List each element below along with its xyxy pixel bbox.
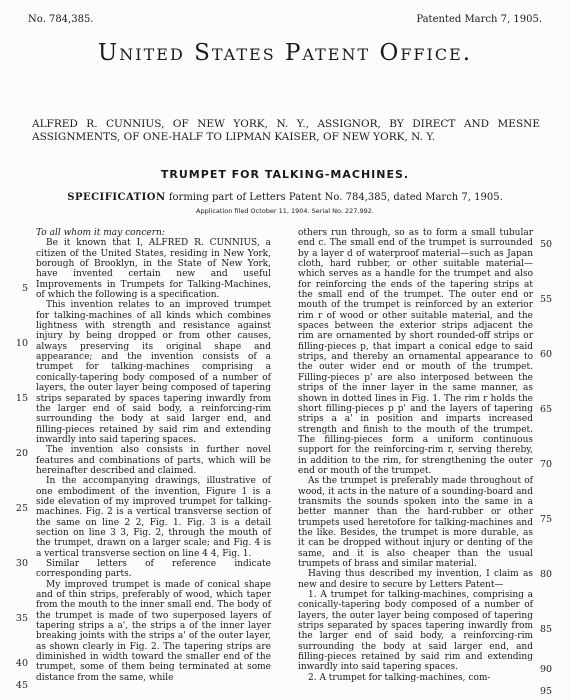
- invention-title: TRUMPET FOR TALKING-MACHINES.: [160, 168, 410, 181]
- line-number: 50: [540, 239, 553, 250]
- line-number: 45: [15, 680, 28, 691]
- line-number: 40: [15, 658, 28, 669]
- paragraph: others run through, so as to form a small tubular end c. The small end of the trumpet is surrounded by a layer d of waterproof material—such as Japan cloth, hard rubber, or other suitable material—which serves as a handle for the trumpet and also for reinforcing the ends of the tapering strips at the small end of the trumpet. The outer end or mouth of the trumpet is reinforced by an exterior rim r of wood or other suitable material, and the spaces between the exterior strips adjacent the rim are ornamented by short rounded-off strips or filling-pieces p, that impart a conical edge to said strips, and thereby an ornamental appearance to the outer wider end or mouth of the trumpet. Filling-pieces p' are also interposed between the strips of the inner layer in the same manner, as shown in dotted lines in Fig. 1. The rim r holds the short filling-pieces p p' and the layers of tapering strips a a' in position and imparts increased strength and finish to the mouth of the trumpet. The filling-pieces form a uniform continuous support for the reinforcing-rim r, serving thereby, in addition to the rim, for strengthening the outer end or mouth of the trumpet.: [298, 228, 533, 476]
- line-number: 35: [15, 613, 28, 624]
- paragraph: Be it known that I, ALFRED R. CUNNIUS, a citizen of the United States, residing in New York, borough of Brooklyn, in the State of New York, have invented certain new and useful Improvements in Trumpets for Talking-Machines, of which the following is a specification.: [36, 238, 271, 301]
- claim: 2. A trumpet for talking-machines, com-: [308, 672, 491, 683]
- left-column: [36, 228, 271, 683]
- paragraph: My improved trumpet is made of conical shape and of thin strips, preferably of wood, which taper from the mouth to the inner small end. The body of the trumpet is made of two superposed layers of tapering strips a a', the strips a of the inner layer breaking joints with the strips a' of the outer layer, as shown clearly in Fig. 2. The tapering strips are diminished in width toward the smaller end of the trumpet, some of them being terminated at some distance from the same, while: [36, 579, 271, 683]
- inventor-block: ALFRED R. CUNNIUS, OF NEW YORK, N. Y., ASSIGNOR, BY DIRECT AND MESNE ASSIGNMENTS, OF ONE-HALF TO LIPMAN KAISER, OF NEW YORK, N. Y.: [32, 118, 540, 143]
- line-number: 60: [540, 349, 553, 360]
- office-title: United States Patent Office.: [97, 40, 473, 66]
- right-column: [298, 228, 533, 683]
- line-number: 55: [540, 294, 553, 305]
- paragraph: The invention also consists in further novel features and combinations of parts, which will be hereinafter described and claimed.: [36, 445, 271, 476]
- salutation: To all whom it may concern:: [36, 228, 165, 238]
- filing-info: Application filed October 11, 1904. Serial No. 227,992.: [196, 207, 374, 215]
- line-number: 15: [15, 393, 28, 404]
- line-number: 30: [15, 558, 28, 569]
- line-number: 10: [15, 338, 28, 349]
- line-number: 85: [540, 624, 553, 635]
- patented-date: Patented March 7, 1905.: [416, 14, 542, 25]
- line-number: 20: [15, 448, 28, 459]
- paragraph: Similar letters of reference indicate corresponding parts.: [36, 559, 271, 580]
- paragraph: This invention relates to an improved trumpet for talking-machines of all kinds which combines lightness with strength and resistance against injury by being dropped or from other causes, always preserving its original shape and appearance; and the invention consists of a trumpet for talking-machines comprising a conically-tapering body composed of a number of layers, the outer layer being composed of tapering strips separated by spaces tapering inwardly from the larger end of said body, a reinforcing-rim surrounding the body at said larger end, and filling-pieces retained by said rim and extending inwardly into said tapering spaces.: [36, 300, 271, 445]
- line-number: 65: [540, 404, 553, 415]
- paragraph: As the trumpet is preferably made throughout of wood, it acts in the nature of a sounding-board and transmits the sounds spoken into the same in a better manner than the hard-rubber or other trumpets used heretofore for talking-machines and the like. Besides, the trumpet is more durable, as it can be dropped without injury or denting of the same, and it is also cheaper than the usual trumpets of brass and similar material.: [298, 476, 533, 569]
- line-number: 5: [21, 283, 28, 294]
- specification-label: SPECIFICATION: [67, 192, 166, 203]
- paragraph: Having thus described my invention, I claim as new and desire to secure by Letters Patent—: [298, 569, 533, 590]
- specification-line: [0, 192, 570, 203]
- patent-number: No. 784,385.: [28, 14, 94, 25]
- specification-text: forming part of Letters Patent No. 784,385, dated March 7, 1905.: [165, 192, 503, 203]
- line-number: 90: [540, 664, 553, 675]
- claim: 1. A trumpet for talking-machines, comprising a conically-tapering body composed of a number of layers, the outer layer being composed of tapering strips separated by spaces tapering inwardly from the larger end of said body, a reinforcing-rim surrounding the body at said larger end, and filling-pieces retained by said rim and extending inwardly into said tapering spaces.: [298, 590, 533, 673]
- line-number: 25: [15, 503, 28, 514]
- line-number: 75: [540, 514, 553, 525]
- line-number: 80: [540, 569, 553, 580]
- line-number: 70: [540, 459, 553, 470]
- line-number: 95: [540, 686, 553, 697]
- paragraph: In the accompanying drawings, illustrative of one embodiment of the invention, Figure 1 is a side elevation of my improved trumpet for talking-machines. Fig. 2 is a vertical transverse section of the same on line 2 2, Fig. 1. Fig. 3 is a detail section on line 3 3, Fig. 2, through the mouth of the trumpet, drawn on a larger scale; and Fig. 4 is a vertical transverse section on line 4 4, Fig. 1.: [36, 476, 271, 559]
